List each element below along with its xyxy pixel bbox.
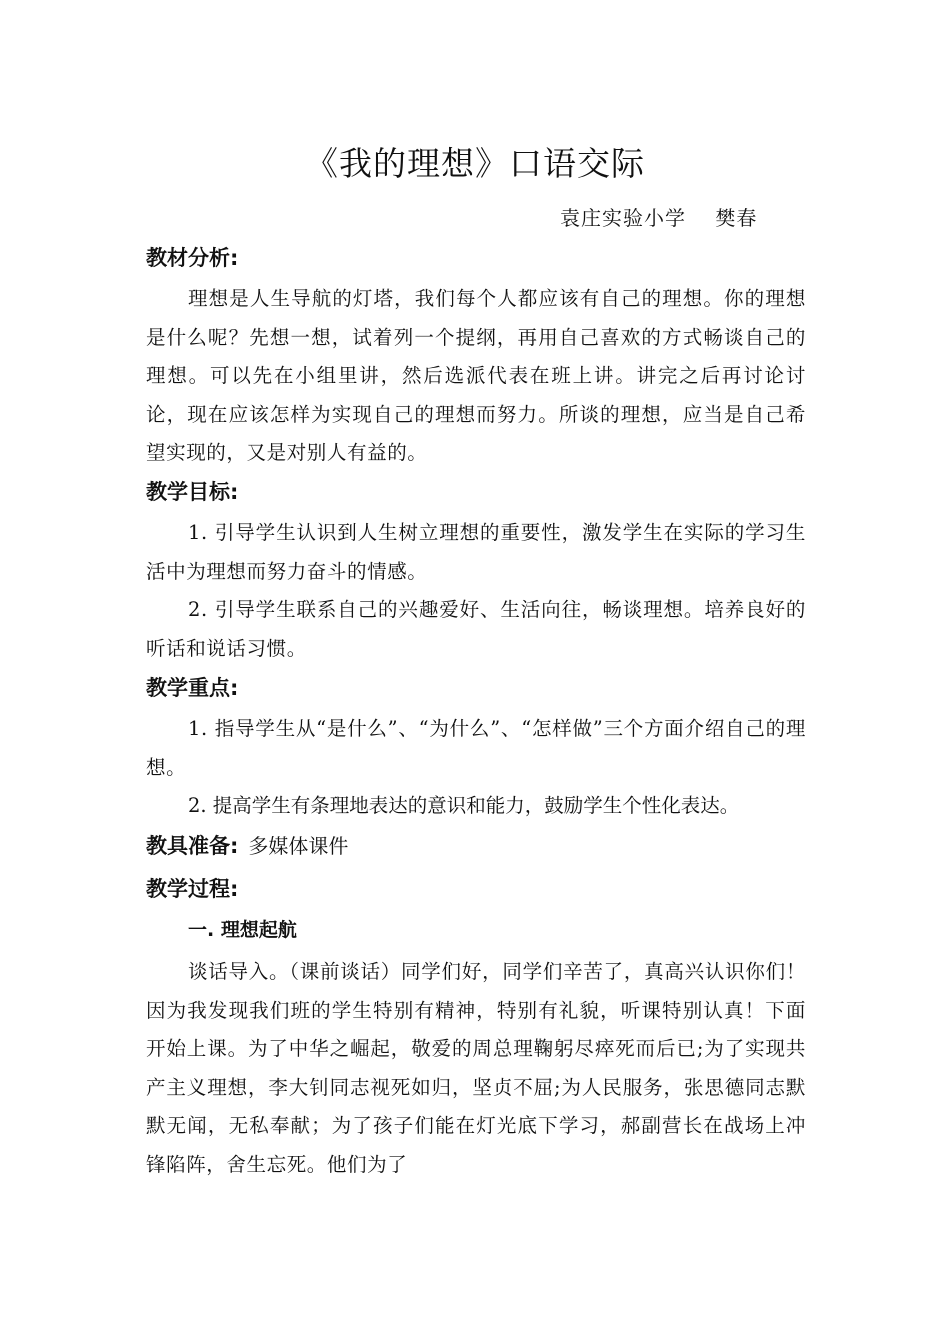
analysis-paragraph: 理想是人生导航的灯塔，我们每个人都应该有自己的理想。你的理想是什么呢？先想一想，试着列一个提纲，再用自己喜欢的方式畅谈自己的理想。可以先在小组里讲，然后选派代表在班上讲。讲完之后再讨论讨论，现在应该怎样为实现自己的理想而努力。所谈的理想，应当是自己希望实现的，又是对别人有益的。 [146,287,806,464]
heading-analysis: 教材分析: [146,246,239,270]
tools-value: 多媒体课件 [248,834,349,858]
heading-process: 教学过程: [146,877,239,901]
goal-item-2: 2. 引导学生联系自己的兴趣爱好、生活向往，畅谈理想。培养良好的听话和说话习惯。 [146,598,806,660]
document-title: 《我的理想》口语交际 [305,144,645,183]
heading-keypoints: 教学重点: [146,676,239,700]
goal-item-1: 1. 引导学生认识到人生树立理想的重要性，激发学生在实际的学习生活中为理想而努力奋斗的情感。 [146,521,806,583]
keypoint-item-2: 2. 提高学生有条理地表达的意识和能力，鼓励学生个性化表达。 [188,794,740,817]
author-line: 袁庄实验小学 樊春 [560,206,758,230]
heading-goals: 教学目标: [146,480,239,504]
step1-title: 一. 理想起航 [188,919,297,941]
heading-tools-label: 教具准备: [146,834,239,858]
step1-paragraph: 谈话导入。（课前谈话）同学们好，同学们辛苦了，真高兴认识你们！因为我发现我们班的学生特别有精神，特别有礼貌，听课特别认真！下面开始上课。为了中华之崛起，敬爱的周总理鞠躬尽瘁死而后已;为了实现共产主义理想，李大钊同志视死如归，坚贞不屈;为人民服务，张思德同志默默无闻，无私奉献；为了孩子们能在灯光底下学习，郝副营长在战场上冲锋陷阵，舍生忘死。他们为了 [146,960,806,1176]
heading-tools [146,830,348,862]
keypoint-item-1: 1. 指导学生从“是什么”、“为什么”、“怎样做”三个方面介绍自己的理想。 [146,717,806,779]
